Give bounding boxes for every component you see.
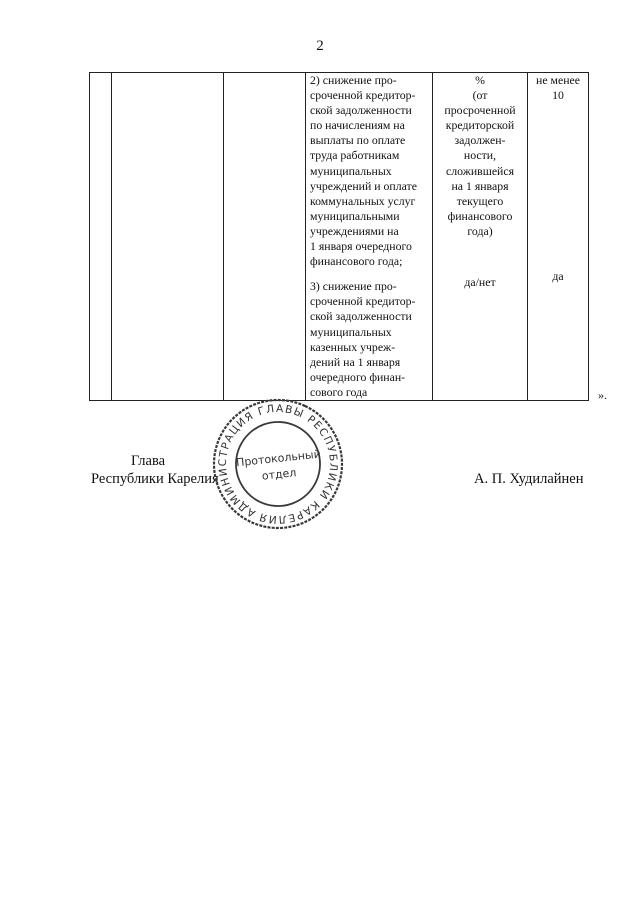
value-item-2 bbox=[532, 73, 584, 103]
text-line: сложившейся bbox=[445, 163, 515, 178]
text-line: выплаты по оплате bbox=[310, 133, 406, 148]
text-line: сроченной кредитор- bbox=[310, 294, 416, 309]
cell-number bbox=[90, 73, 112, 401]
text-line: финансового года; bbox=[310, 254, 403, 269]
text-line: дений на 1 января bbox=[310, 354, 401, 369]
table-row bbox=[90, 73, 589, 401]
cell-unit bbox=[433, 73, 528, 401]
text-line: 2) снижение про- bbox=[310, 73, 397, 87]
cell-indicator bbox=[224, 73, 306, 401]
criterion-item-3 bbox=[310, 279, 428, 400]
value-item-3: да bbox=[552, 269, 564, 284]
stamp-center-line2: отдел bbox=[261, 466, 297, 483]
text-line: казенных учреж- bbox=[310, 339, 396, 354]
text-line: % bbox=[475, 73, 485, 87]
text-line: по начислениям на bbox=[310, 118, 405, 133]
text-line: текущего bbox=[456, 193, 504, 208]
text-line: 1 января очередного bbox=[310, 239, 412, 254]
signature-name: А. П. Худилайнен bbox=[474, 471, 584, 487]
cell-value bbox=[528, 73, 589, 401]
text-line: учреждениями на bbox=[310, 223, 399, 238]
indicators-table bbox=[89, 72, 589, 401]
text-line: коммунальных услуг bbox=[310, 193, 416, 208]
text-line: муниципальных bbox=[310, 324, 392, 339]
official-stamp bbox=[212, 398, 344, 530]
closing-quote: ». bbox=[598, 388, 607, 402]
text-line: ской задолженности bbox=[310, 103, 412, 118]
text-line: труда работникам bbox=[310, 148, 400, 163]
stamp-ring-text: АДМИНИСТРАЦИЯ ГЛАВЫ РЕСПУБЛИКИ КАРЕЛИЯ bbox=[216, 402, 340, 526]
criterion-item-2 bbox=[310, 73, 428, 269]
text-line: очередного финан- bbox=[310, 369, 406, 384]
text-line: на 1 января bbox=[451, 178, 509, 193]
text-line: (от bbox=[472, 88, 488, 103]
text-line: года) bbox=[467, 223, 493, 238]
unit-item-3: да/нет bbox=[464, 275, 496, 290]
cell-name bbox=[112, 73, 224, 401]
signature-organization: Республики Карелия bbox=[91, 471, 219, 487]
text-line: сроченной кредитор- bbox=[310, 88, 416, 103]
stamp-center-line1: Протокольный bbox=[235, 447, 322, 470]
text-line: 10 bbox=[552, 88, 564, 103]
unit-item-2 bbox=[437, 73, 523, 239]
text-line: муниципальными bbox=[310, 208, 400, 223]
text-line: задолжен- bbox=[454, 133, 506, 148]
signature-title: Глава bbox=[131, 453, 166, 469]
text-line: финансового bbox=[447, 208, 513, 223]
text-line: муниципальных bbox=[310, 163, 392, 178]
text-line: ской задолженности bbox=[310, 309, 412, 324]
text-line: кредиторской bbox=[445, 118, 515, 133]
page-number: 2 bbox=[316, 38, 324, 54]
text-line: сового года bbox=[310, 384, 368, 399]
text-line: просроченной bbox=[444, 103, 516, 118]
text-line: учреждений и оплате bbox=[310, 178, 417, 193]
text-line: не менее bbox=[536, 73, 580, 87]
text-line: ности, bbox=[463, 148, 497, 163]
text-line: 3) снижение про- bbox=[310, 279, 397, 294]
cell-criteria bbox=[306, 73, 433, 401]
